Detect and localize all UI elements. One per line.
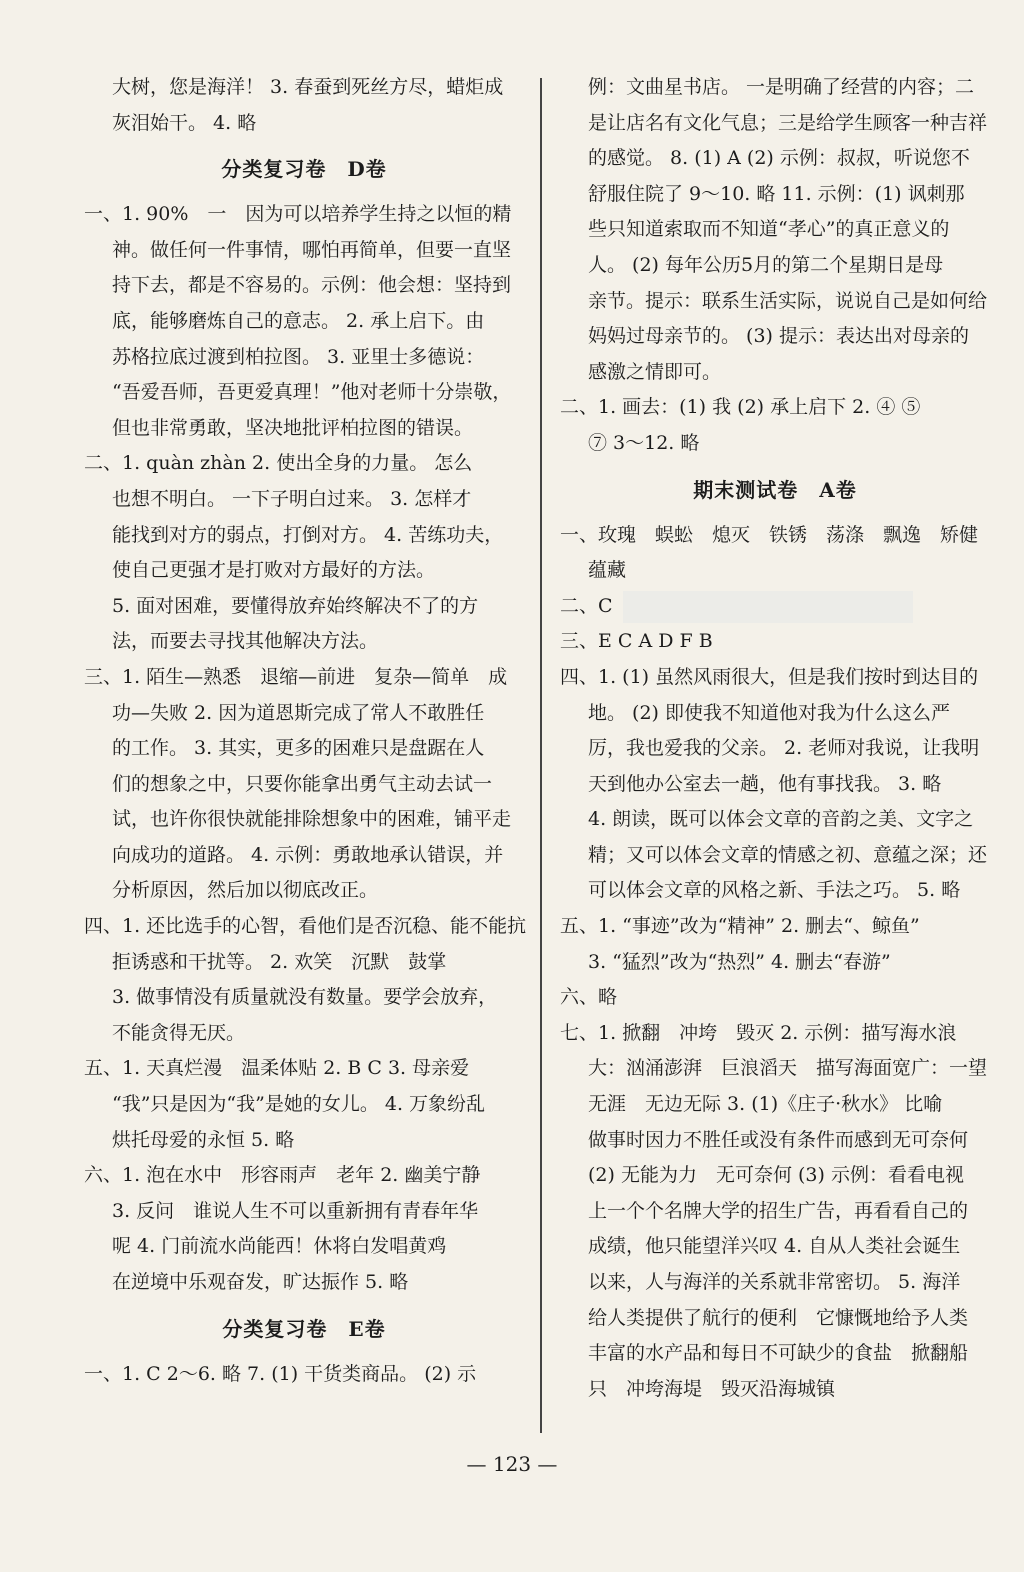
section-heading bbox=[84, 141, 524, 197]
answer-line bbox=[84, 106, 524, 142]
line-text: 苏格拉底过渡到柏拉图。 3. 亚里士多德说： bbox=[112, 345, 485, 368]
line-text: 4. 朗读，既可以体会文章的音韵之美、文字之 bbox=[588, 808, 974, 831]
line-text: 上一个个名牌大学的招生广告，再看看自己的 bbox=[588, 1199, 969, 1222]
line-text: 地。 (2) 即使我不知道他对我为什么这么严 bbox=[588, 701, 950, 724]
answer-line bbox=[84, 411, 524, 447]
line-text: 使自己更强才是打败对方最好的方法。 bbox=[112, 559, 436, 582]
line-text: 们的想象之中，只要你能拿出勇气主动去试一 bbox=[112, 772, 493, 795]
line-text: 5. 面对困难，要懂得放弃始终解决不了的方 bbox=[112, 594, 479, 617]
answer-line bbox=[560, 518, 990, 554]
line-text: 二、C bbox=[560, 594, 613, 617]
line-text: 底，能够磨炼自己的意志。 2. 承上启下。由 bbox=[112, 309, 485, 332]
line-text: 六、略 bbox=[560, 986, 618, 1009]
line-text: 大：汹涌澎湃 巨浪滔天 描写海面宽广：一望 bbox=[588, 1057, 988, 1080]
line-text: 三、E C A D F B bbox=[560, 630, 713, 653]
line-text: 厉，我也爱我的父亲。 2. 老师对我说，让我明 bbox=[588, 737, 980, 760]
line-text: (2) 无能为力 无可奈何 (3) 示例：看看电视 bbox=[588, 1164, 964, 1187]
answer-line bbox=[560, 945, 990, 981]
line-text: 六、1. 泡在水中 形容雨声 老年 2. 幽美宁静 bbox=[84, 1164, 481, 1187]
answer-line bbox=[560, 1123, 990, 1159]
line-text: 的感觉。 8. (1) A (2) 示例：叔叔，听说您不 bbox=[588, 147, 970, 170]
answer-line bbox=[560, 248, 990, 284]
line-text: 精；又可以体会文章的情感之初、意蕴之深；还 bbox=[588, 843, 988, 866]
answer-line bbox=[560, 767, 990, 803]
line-text: 能找到对方的弱点，打倒对方。 4. 苦练功夫， bbox=[112, 523, 504, 546]
answer-line bbox=[560, 426, 990, 462]
line-text: 三、1. 陌生—熟悉 退缩—前进 复杂—简单 成 bbox=[84, 665, 508, 688]
line-text: 妈妈过母亲节的。 (3) 提示：表达出对母亲的 bbox=[588, 325, 969, 348]
line-text: 天到他办公室去一趟，他有事找我。 3. 略 bbox=[588, 772, 942, 795]
line-text: 些只知道索取而不知道“孝心”的真正意义的 bbox=[588, 218, 950, 241]
answer-line bbox=[84, 1265, 524, 1301]
answer-line bbox=[84, 518, 524, 554]
line-text: 3. 做事情没有质量就没有数量。要学会放弃， bbox=[112, 986, 498, 1009]
answer-line bbox=[84, 1194, 524, 1230]
answer-line bbox=[84, 375, 524, 411]
right-column bbox=[560, 70, 990, 1407]
answer-line bbox=[560, 731, 990, 767]
answer-line bbox=[84, 197, 524, 233]
answer-line bbox=[560, 553, 990, 589]
answer-line bbox=[84, 1016, 524, 1052]
answer-line bbox=[84, 696, 524, 732]
line-text: 是让店名有文化气息；三是给学生顾客一种吉祥 bbox=[588, 111, 988, 134]
line-text: 只 冲垮海堤 毁灭沿海城镇 bbox=[588, 1377, 836, 1400]
answer-line bbox=[560, 106, 990, 142]
line-text: 无涯 无边无际 3. (1)《庄子·秋水》 比喻 bbox=[588, 1093, 943, 1116]
answer-line bbox=[560, 1016, 990, 1052]
line-text: 但也非常勇敢，坚决地批评柏拉图的错误。 bbox=[112, 416, 474, 439]
line-text: 二、1. 画去：(1) 我 (2) 承上启下 2. ④ ⑤ bbox=[560, 396, 921, 419]
answer-line bbox=[560, 1051, 990, 1087]
answer-line bbox=[84, 482, 524, 518]
answer-line bbox=[84, 1051, 524, 1087]
answer-line bbox=[84, 624, 524, 660]
line-text: 大树，您是海洋！ 3. 春蚕到死丝方尽，蜡炬成 bbox=[112, 76, 504, 98]
answer-line bbox=[84, 945, 524, 981]
line-text: 灰泪始干。 4. 略 bbox=[112, 111, 257, 134]
answer-line-redacted bbox=[560, 589, 990, 625]
line-text: 给人类提供了航行的便利 它慷慨地给予人类 bbox=[588, 1306, 969, 1329]
answer-line bbox=[84, 767, 524, 803]
line-text: 二、1. quàn zhàn 2. 使出全身的力量。 怎么 bbox=[84, 452, 473, 475]
page-number: — 123 — bbox=[466, 1452, 558, 1476]
line-text: 舒服住院了 9～10. 略 11. 示例：(1) 讽刺那 bbox=[588, 182, 965, 205]
answer-line bbox=[84, 1158, 524, 1194]
answer-line bbox=[560, 284, 990, 320]
line-text: 四、1. (1) 虽然风雨很大，但是我们按时到达目的 bbox=[560, 665, 979, 688]
answer-line bbox=[84, 731, 524, 767]
line-text: 亲节。提示：联系生活实际，说说自己是如何给 bbox=[588, 289, 988, 312]
answer-line bbox=[560, 212, 990, 248]
line-text: “我”只是因为“我”是她的女儿。 4. 万象纷乱 bbox=[112, 1093, 486, 1116]
line-text: 五、1. “事迹”改为“精神” 2. 删去“、鲸鱼” bbox=[560, 915, 920, 938]
answer-line bbox=[560, 355, 990, 391]
line-text: 向成功的道路。 4. 示例：勇敢地承认错误，并 bbox=[112, 843, 504, 866]
line-text: 分类复习卷 E卷 bbox=[222, 1316, 386, 1341]
answer-line bbox=[560, 1087, 990, 1123]
line-text: 法，而要去寻找其他解决方法。 bbox=[112, 630, 379, 653]
answer-line bbox=[84, 909, 527, 945]
left-column bbox=[84, 70, 527, 1392]
line-text: 拒诱惑和干扰等。 2. 欢笑 沉默 鼓掌 bbox=[112, 950, 447, 973]
line-text: 一、1. C 2～6. 略 7. (1) 干货类商品。 (2) 示 bbox=[84, 1362, 477, 1385]
answer-line bbox=[560, 1372, 990, 1408]
answer-line bbox=[84, 1229, 524, 1265]
line-text: 五、1. 天真烂漫 温柔体贴 2. B C 3. 母亲爱 bbox=[84, 1057, 470, 1080]
line-text: 烘托母爱的永恒 5. 略 bbox=[112, 1128, 295, 1151]
line-text: 不能贪得无厌。 bbox=[112, 1021, 246, 1044]
answer-line bbox=[84, 553, 524, 589]
line-text: 在逆境中乐观奋发，旷达振作 5. 略 bbox=[112, 1271, 409, 1293]
line-text: 持下去，都是不容易的。示例：他会想：坚持到 bbox=[112, 274, 512, 297]
answer-line bbox=[560, 390, 990, 426]
line-text: 功—失败 2. 因为道恩斯完成了常人不敢胜任 bbox=[112, 701, 485, 724]
answer-line bbox=[84, 304, 524, 340]
answer-line bbox=[560, 1301, 990, 1337]
answer-line bbox=[84, 1123, 524, 1159]
line-text: 人。 (2) 每年公历5月的第二个星期日是母 bbox=[588, 253, 944, 276]
line-text: 分类复习卷 D卷 bbox=[221, 157, 387, 182]
line-text: 3. 反问 谁说人生不可以重新拥有青春年华 bbox=[112, 1199, 479, 1222]
line-text: 蕴藏 bbox=[588, 559, 627, 582]
column-divider bbox=[540, 78, 542, 1433]
answer-line bbox=[84, 660, 524, 696]
answer-line bbox=[560, 980, 990, 1016]
line-text: 可以体会文章的风格之新、手法之巧。 5. 略 bbox=[588, 879, 961, 902]
answer-line bbox=[560, 802, 990, 838]
answer-line bbox=[560, 1229, 990, 1265]
answer-line bbox=[84, 802, 524, 838]
answer-line bbox=[84, 446, 524, 482]
answer-line bbox=[560, 141, 990, 177]
line-text: 分析原因，然后加以彻底改正。 bbox=[112, 879, 379, 902]
line-text: 试，也许你很快就能排除想象中的困难，铺平走 bbox=[112, 808, 512, 831]
section-heading bbox=[84, 1301, 524, 1357]
answer-line bbox=[560, 70, 990, 106]
line-text: ⑦ 3～12. 略 bbox=[588, 431, 700, 454]
line-text: 神。做任何一件事情，哪怕再简单，但要一直坚 bbox=[112, 238, 512, 261]
answer-line bbox=[84, 268, 524, 304]
answer-line bbox=[560, 1265, 990, 1301]
answer-line bbox=[560, 1194, 990, 1230]
answer-line bbox=[84, 873, 524, 909]
answer-line bbox=[560, 177, 990, 213]
line-text: 感激之情即可。 bbox=[588, 360, 722, 383]
line-text: 四、1. 还比选手的心智，看他们是否沉稳、能不能抗 bbox=[84, 915, 527, 938]
answer-line bbox=[560, 838, 990, 874]
answer-line bbox=[84, 1087, 524, 1123]
line-text: 期末测试卷 A卷 bbox=[693, 477, 857, 502]
answer-line bbox=[84, 838, 524, 874]
answer-line bbox=[560, 660, 990, 696]
answer-line bbox=[560, 1158, 990, 1194]
section-heading bbox=[560, 462, 990, 518]
answer-line bbox=[84, 233, 524, 269]
answer-line bbox=[560, 1336, 990, 1372]
line-text: 成绩，他只能望洋兴叹 4. 自从人类社会诞生 bbox=[588, 1235, 961, 1258]
answer-line bbox=[84, 980, 524, 1016]
answer-line bbox=[84, 340, 524, 376]
answer-line bbox=[560, 873, 990, 909]
line-text: “吾爱吾师，吾更爱真理！”他对老师十分崇敬， bbox=[112, 381, 512, 404]
line-text: 的工作。 3. 其实，更多的困难只是盘踞在人 bbox=[112, 737, 485, 760]
line-text: 做事时因力不胜任或没有条件而感到无可奈何 bbox=[588, 1128, 969, 1151]
answer-line bbox=[84, 70, 524, 106]
answer-line bbox=[560, 624, 990, 660]
line-text: 一、1. 90% 一 因为可以培养学生持之以恒的精 bbox=[84, 203, 512, 226]
answer-line bbox=[84, 589, 524, 625]
line-text: 七、1. 掀翻 冲垮 毁灭 2. 示例：描写海水浪 bbox=[560, 1021, 957, 1044]
line-text: 也想不明白。 一下子明白过来。 3. 怎样才 bbox=[112, 487, 472, 510]
redaction-box bbox=[623, 591, 913, 623]
answer-line bbox=[560, 696, 990, 732]
answer-line bbox=[560, 909, 990, 945]
line-text: 呢 4. 门前流水尚能西！休将白发唱黄鸡 bbox=[112, 1235, 447, 1258]
answer-line bbox=[84, 1357, 524, 1393]
line-text: 3. “猛烈”改为“热烈” 4. 删去“春游” bbox=[588, 950, 891, 973]
line-text: 一、玫瑰 蜈蚣 熄灭 铁锈 荡涤 飘逸 矫健 bbox=[560, 523, 979, 546]
line-text: 以来，人与海洋的关系就非常密切。 5. 海洋 bbox=[588, 1271, 961, 1293]
answer-line bbox=[560, 319, 990, 355]
line-text: 例：文曲星书店。 一是明确了经营的内容；二 bbox=[588, 76, 975, 98]
line-text: 丰富的水产品和每日不可缺少的食盐 掀翻船 bbox=[588, 1342, 969, 1365]
